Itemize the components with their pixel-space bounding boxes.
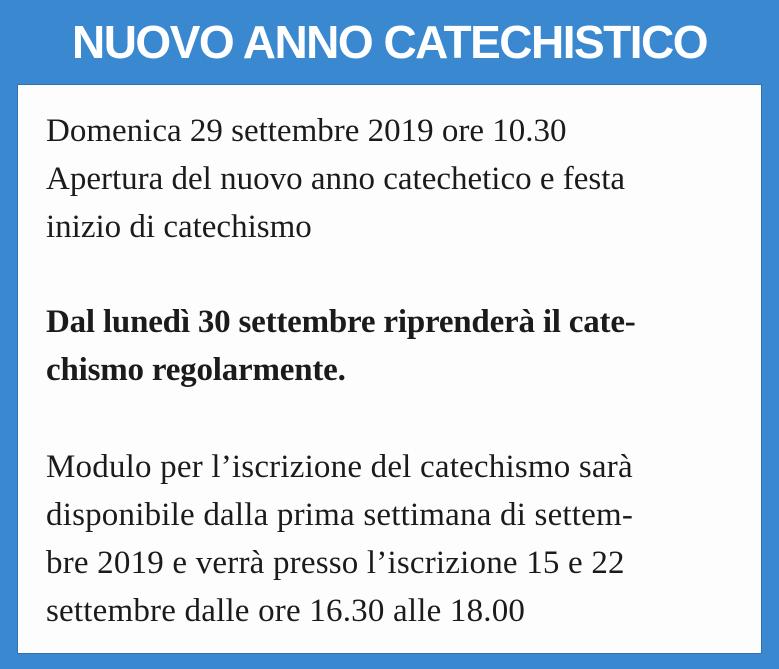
resume-notice-line: Dal lunedì 30 settembre riprenderà il cate- (46, 304, 636, 340)
notice-title: NUOVO ANNO CATECHISTICO (71, 16, 708, 68)
event-description-line: inizio di catechismo (46, 209, 312, 245)
resume-notice-paragraph (46, 298, 746, 394)
registration-paragraph (46, 443, 746, 635)
resume-notice-line: chismo regolarmente. (46, 352, 346, 388)
registration-line: bre 2019 e verrà presso l’iscrizione 15 e 22 (46, 545, 625, 581)
registration-line: settembre dalle ore 16.30 alle 18.00 (46, 593, 526, 629)
notice-panel (17, 84, 762, 654)
registration-line: Modulo per l’iscrizione del catechismo sarà (46, 449, 633, 485)
event-description-line: Apertura del nuovo anno catechetico e festa (46, 161, 626, 197)
event-date-line: Domenica 29 settembre 2019 ore 10.30 (46, 113, 567, 149)
registration-line: disponibile dalla prima settimana di settem- (46, 497, 634, 533)
event-paragraph (46, 107, 746, 251)
